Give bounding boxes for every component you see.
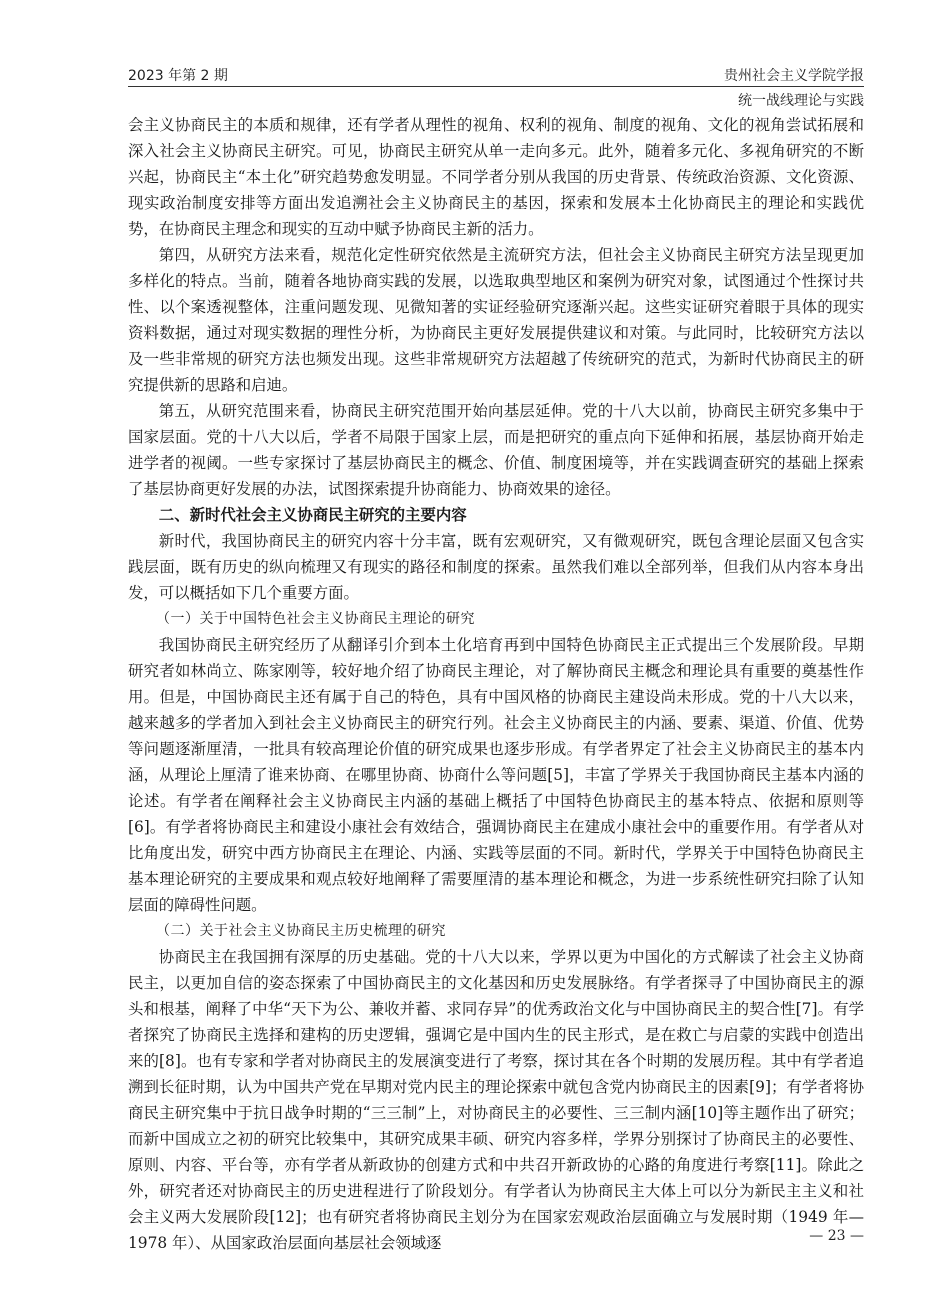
issue-label: 2023 年第 2 期 bbox=[128, 68, 228, 84]
paragraph-fifth-point: 第五，从研究范围来看，协商民主研究范围开始向基层延伸。党的十八大以前，协商民主研究多集中于国家层面。党的十八大以后，学者不局限于国家上层，而是把研究的重点向下延伸和拓展，基层协商开始走进学者的视阈。一些专家探讨了基层协商民主的概念、价值、制度困境等，并在实践调查研究的基础上探索了基层协商更好发展的办法，试图探索提升协商能力、协商效果的途径。 bbox=[128, 402, 864, 498]
paragraph-fourth-point: 第四，从研究方法来看，规范化定性研究依然是主流研究方法，但社会主义协商民主研究方法呈现更加多样化的特点。当前，随着各地协商实践的发展，以选取典型地区和案例为研究对象，试图通过个性探讨共性、以个案透视整体，注重问题发现、见微知著的实证经验研究逐渐兴起。这些实证研究着眼于具体的现实资料数据，通过对现实数据的理性分析，为协商民主更好发展提供建议和对策。与此同时，比较研究方法以及一些非常规的研究方法也频发出现。这些非常规研究方法超越了传统研究的范式，为新时代协商民主的研究提供新的思路和启迪。 bbox=[128, 246, 864, 394]
running-header bbox=[128, 63, 864, 111]
subsection-heading-1: （一）关于中国特色社会主义协商民主理论的研究 bbox=[156, 611, 475, 627]
subsection-heading-2: （二）关于社会主义协商民主历史梳理的研究 bbox=[156, 923, 446, 939]
journal-title: 贵州社会主义学院学报 bbox=[724, 68, 864, 84]
section-title: 统一战线理论与实践 bbox=[738, 93, 864, 109]
page-number: — 23 — bbox=[809, 1228, 864, 1244]
section-heading-2: 二、新时代社会主义协商民主研究的主要内容 bbox=[158, 506, 467, 524]
paragraph-history: 协商民主在我国拥有深厚的历史基础。党的十八大以来，学界以更为中国化的方式解读了社会主义协商民主，以更加自信的姿态探索了中国协商民主的文化基因和历史发展脉络。有学者探寻了中国协商民主的源头和根基，阐释了中华“天下为公、兼收并蓄、求同存异”的优秀政治文化与中国协商民主的契合性[7]。有学者探究了协商民主选择和建构的历史逻辑，强调它是中国内生的民主形式，是在救亡与启蒙的实践中创造出来的[8]。也有专家和学者对协商民主的发展演变进行了考察，探讨其在各个时期的发展历程。其中有学者追溯到长征时期，认为中国共产党在早期对党内民主的理论探索中就包含党内协商民主的因素[9]；有学者将协商民主研究集中于抗日战争时期的“三三制”上，对协商民主的必要性、三三制内涵[10]等主题作出了研究；而新中国成立之初的研究比较集中，其研究成果丰硕、研究内容多样，学界分别探讨了协商民主的必要性、原则、内容、平台等，亦有学者从新政协的创建方式和中共召开新政协的心路的角度进行考察[11]。除此之外，研究者还对协商民主的历史进程进行了阶段划分。有学者认为协商民主大体上可以分为新民主主义和社会主义两大发展阶段[12]；也有研究者将协商民主划分为在国家宏观政治层面确立与发展时期（1949 年—1978 年）、从国家政治层面向基层社会领域逐 bbox=[128, 948, 864, 1252]
paragraph-theory: 我国协商民主研究经历了从翻译引介到本土化培育再到中国特色协商民主正式提出三个发展阶段。早期研究者如林尚立、陈家刚等，较好地介绍了协商民主理论，对了解协商民主概念和理论具有重要的奠基性作用。但是，中国协商民主还有属于自己的特色，具有中国风格的协商民主建设尚未形成。党的十八大以来，越来越多的学者加入到社会主义协商民主的研究行列。社会主义协商民主的内涵、要素、渠道、价值、优势等问题逐渐厘清，一批具有较高理论价值的研究成果也逐步形成。有学者界定了社会主义协商民主的基本内涵，从理论上厘清了谁来协商、在哪里协商、协商什么等问题[5]，丰富了学界关于我国协商民主基本内涵的论述。有学者在阐释社会主义协商民主内涵的基础上概括了中国特色协商民主的基本特点、依据和原则等[6]。有学者将协商民主和建设小康社会有效结合，强调协商民主在建成小康社会中的重要作用。有学者从对比角度出发，研究中西方协商民主在理论、内涵、实践等层面的不同。新时代，学界关于中国特色协商民主基本理论研究的主要成果和观点较好地阐释了需要厘清的基本理论和概念，为进一步系统性研究扫除了认知层面的障碍性问题。 bbox=[128, 636, 864, 914]
paragraph-continuation: 会主义协商民主的本质和规律，还有学者从理性的视角、权利的视角、制度的视角、文化的视角尝试拓展和深入社会主义协商民主研究。可见，协商民主研究从单一走向多元。此外，随着多元化、多视角研究的不断兴起，协商民主“本土化”研究趋势愈发明显。不同学者分别从我国的历史背景、传统政治资源、文化资源、现实政治制度安排等方面出发追溯社会主义协商民主的基因，探索和发展本土化协商民主的理论和实践优势，在协商民主理念和现实的互动中赋予协商民主新的活力。 bbox=[128, 116, 864, 238]
paragraph-intro: 新时代，我国协商民主的研究内容十分丰富，既有宏观研究，又有微观研究，既包含理论层面又包含实践层面，既有历史的纵向梳理又有现实的路径和制度的探索。虽然我们难以全部列举，但我们从内容本身出发，可以概括如下几个重要方面。 bbox=[128, 532, 864, 602]
header-rule bbox=[128, 86, 864, 87]
article-body bbox=[128, 112, 864, 1256]
